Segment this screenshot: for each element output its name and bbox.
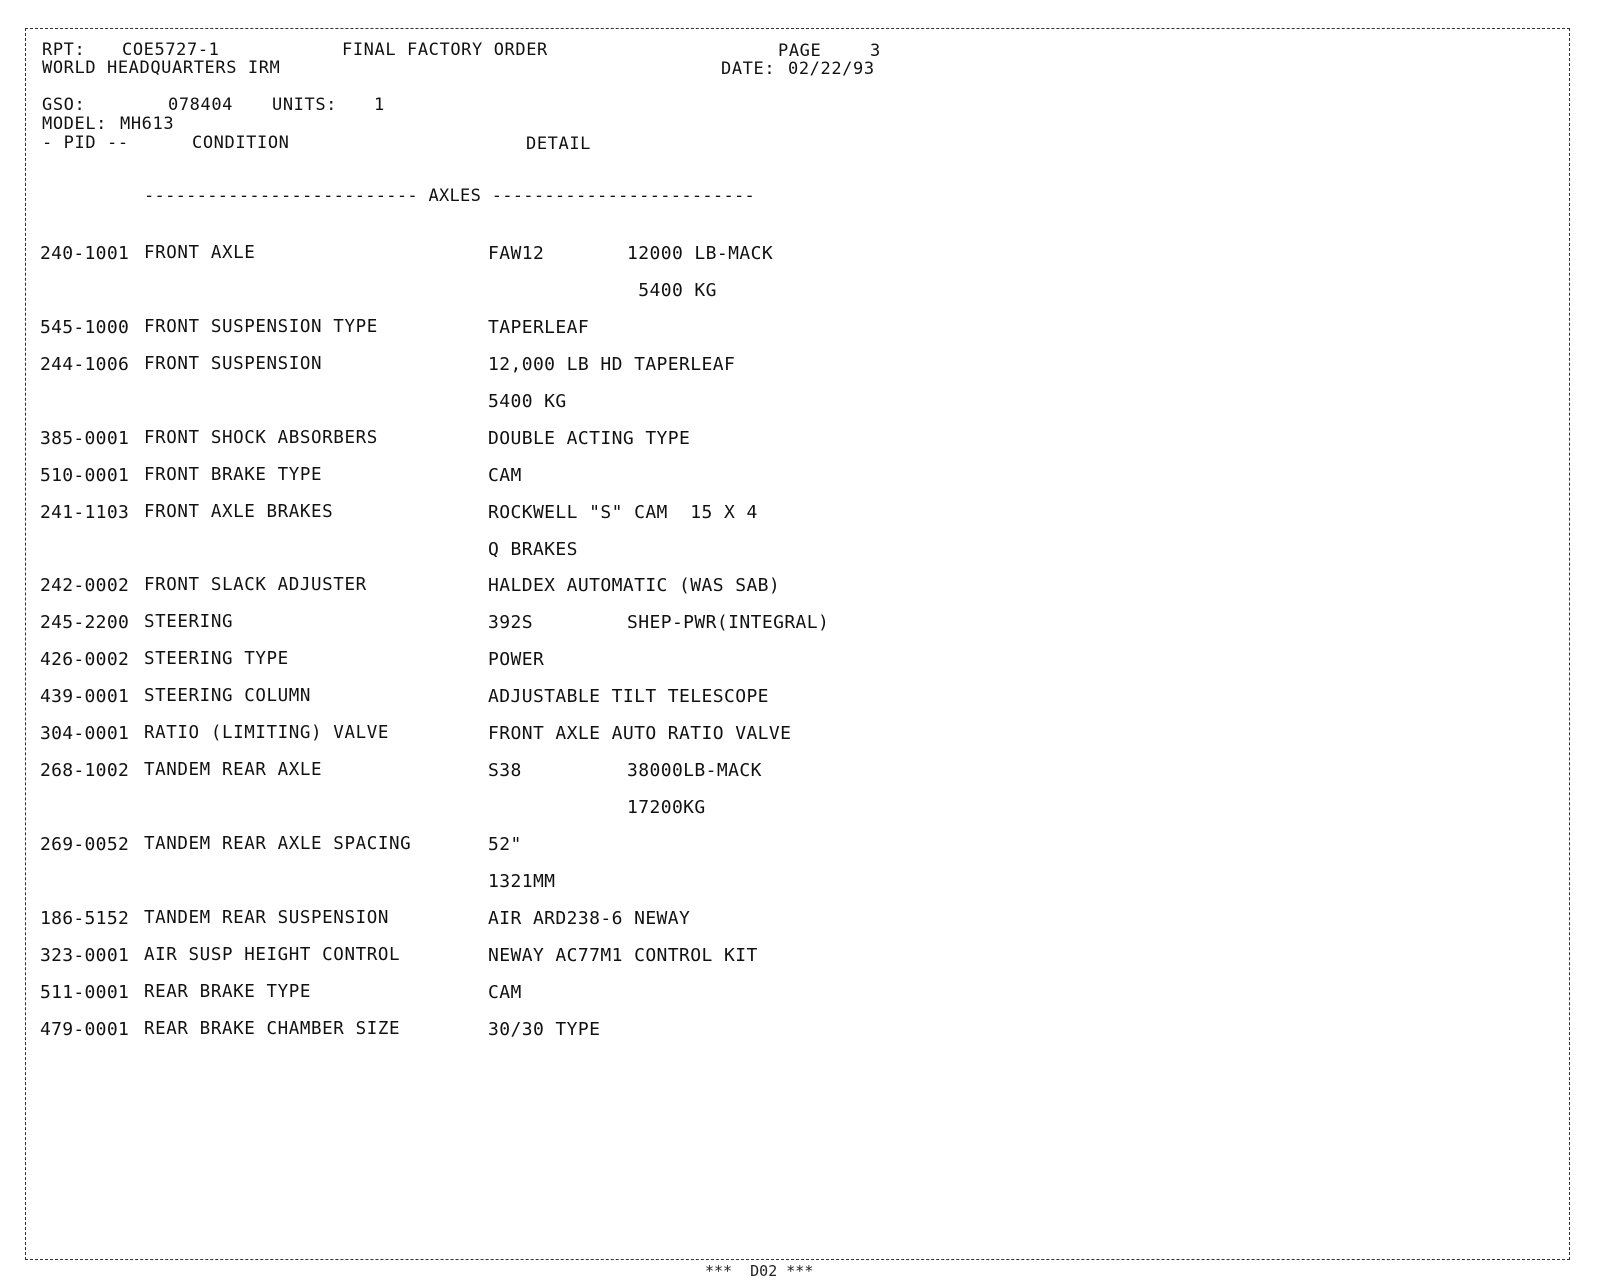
row-condition: STEERING TYPE — [144, 649, 289, 669]
table-row — [0, 391, 1600, 413]
date-label: DATE: — [721, 59, 776, 79]
page-label: PAGE — [778, 41, 822, 61]
table-row — [0, 539, 1600, 561]
row-detail: 30/30 TYPE — [488, 1019, 601, 1040]
table-row — [0, 908, 1600, 930]
table-row — [0, 280, 1600, 302]
gso-label: GSO: — [42, 95, 86, 115]
table-row — [0, 612, 1600, 634]
row-condition: REAR BRAKE TYPE — [144, 982, 312, 1002]
row-detail: 392S — [488, 612, 533, 633]
column-pid: - PID -- — [42, 133, 129, 153]
row-condition: FRONT AXLE — [144, 243, 256, 263]
section-separator — [144, 186, 755, 206]
table-row — [0, 465, 1600, 487]
row-condition: RATIO (LIMITING) VALVE — [144, 723, 389, 743]
row-detail: AIR ARD238-6 NEWAY — [488, 908, 691, 929]
separator-dashes-left: -------------------------- — [144, 186, 418, 206]
org-name: WORLD HEADQUARTERS IRM — [42, 58, 281, 78]
row-pid: 244-1006 — [40, 354, 130, 375]
row-condition: FRONT SLACK ADJUSTER — [144, 575, 367, 595]
row-pid: 240-1001 — [40, 243, 130, 264]
row-condition: FRONT SHOCK ABSORBERS — [144, 428, 378, 448]
row-detail: 52" — [488, 834, 522, 855]
date-value: 02/22/93 — [788, 59, 875, 79]
table-row — [0, 686, 1600, 708]
row-condition: FRONT AXLE BRAKES — [144, 502, 334, 522]
table-row — [0, 354, 1600, 376]
table-row — [0, 317, 1600, 339]
row-detail: 1321MM — [488, 871, 556, 892]
row-pid: 242-0002 — [40, 575, 130, 596]
page-number: 3 — [870, 41, 881, 61]
row-pid: 426-0002 — [40, 649, 130, 670]
row-detail: POWER — [488, 649, 545, 670]
row-pid: 479-0001 — [40, 1019, 130, 1040]
column-condition: CONDITION — [192, 133, 290, 153]
report-border — [25, 28, 1570, 1260]
table-row — [0, 649, 1600, 671]
row-detail: DOUBLE ACTING TYPE — [488, 428, 691, 449]
gso-value: 078404 — [168, 95, 234, 115]
table-row — [0, 1019, 1600, 1041]
table-row — [0, 871, 1600, 893]
row-condition: FRONT BRAKE TYPE — [144, 465, 323, 485]
row-detail: FRONT AXLE AUTO RATIO VALVE — [488, 723, 792, 744]
row-condition: AIR SUSP HEIGHT CONTROL — [144, 945, 401, 965]
row-pid: 269-0052 — [40, 834, 130, 855]
table-row — [0, 243, 1600, 265]
row-condition: TANDEM REAR AXLE SPACING — [144, 834, 412, 854]
row-detail-secondary: SHEP-PWR(INTEGRAL) — [627, 612, 830, 633]
row-detail-secondary: 38000LB-MACK — [627, 760, 762, 781]
column-detail: DETAIL — [526, 134, 592, 154]
row-detail: CAM — [488, 465, 522, 486]
row-detail-secondary: 12000 LB-MACK — [627, 243, 774, 264]
row-pid: 241-1103 — [40, 502, 130, 523]
separator-dashes-right: ------------------------- — [491, 186, 756, 206]
row-pid: 323-0001 — [40, 945, 130, 966]
row-pid: 268-1002 — [40, 760, 130, 781]
row-condition: STEERING — [144, 612, 234, 632]
table-row — [0, 834, 1600, 856]
row-pid: 439-0001 — [40, 686, 130, 707]
table-row — [0, 428, 1600, 450]
row-pid: 511-0001 — [40, 982, 130, 1003]
rpt-label: RPT: — [42, 40, 86, 60]
row-condition: FRONT SUSPENSION — [144, 354, 323, 374]
row-detail: ADJUSTABLE TILT TELESCOPE — [488, 686, 769, 707]
units-value: 1 — [374, 95, 385, 115]
row-pid: 186-5152 — [40, 908, 130, 929]
row-pid: 385-0001 — [40, 428, 130, 449]
row-detail: HALDEX AUTOMATIC (WAS SAB) — [488, 575, 781, 596]
row-pid: 304-0001 — [40, 723, 130, 744]
table-row — [0, 502, 1600, 524]
report-title: FINAL FACTORY ORDER — [342, 40, 548, 60]
row-detail: 12,000 LB HD TAPERLEAF — [488, 354, 736, 375]
table-row — [0, 797, 1600, 819]
row-detail: TAPERLEAF — [488, 317, 590, 338]
row-condition: REAR BRAKE CHAMBER SIZE — [144, 1019, 401, 1039]
row-condition: TANDEM REAR SUSPENSION — [144, 908, 389, 928]
row-pid: 510-0001 — [40, 465, 130, 486]
row-detail: CAM — [488, 982, 522, 1003]
rpt-value: COE5727-1 — [122, 40, 220, 60]
row-detail-secondary: 17200KG — [627, 797, 706, 818]
table-row — [0, 723, 1600, 745]
table-row — [0, 760, 1600, 782]
row-pid: 245-2200 — [40, 612, 130, 633]
row-detail: NEWAY AC77M1 CONTROL KIT — [488, 945, 758, 966]
table-row — [0, 945, 1600, 967]
model-label: MODEL: — [42, 114, 108, 134]
row-pid: 545-1000 — [40, 317, 130, 338]
table-row — [0, 575, 1600, 597]
section-title: AXLES — [428, 186, 482, 206]
model-value: MH613 — [120, 114, 175, 134]
row-detail: 5400 KG — [488, 391, 567, 412]
row-condition: STEERING COLUMN — [144, 686, 312, 706]
table-row — [0, 982, 1600, 1004]
row-condition: TANDEM REAR AXLE — [144, 760, 323, 780]
row-detail: ROCKWELL "S" CAM 15 X 4 — [488, 502, 758, 523]
page-footer-code: *** D02 *** — [705, 1262, 814, 1280]
row-detail: S38 — [488, 760, 522, 781]
row-condition: FRONT SUSPENSION TYPE — [144, 317, 378, 337]
row-detail-secondary: 5400 KG — [627, 280, 717, 301]
units-label: UNITS: — [272, 95, 338, 115]
row-detail: Q BRAKES — [488, 539, 578, 560]
row-detail: FAW12 — [488, 243, 545, 264]
